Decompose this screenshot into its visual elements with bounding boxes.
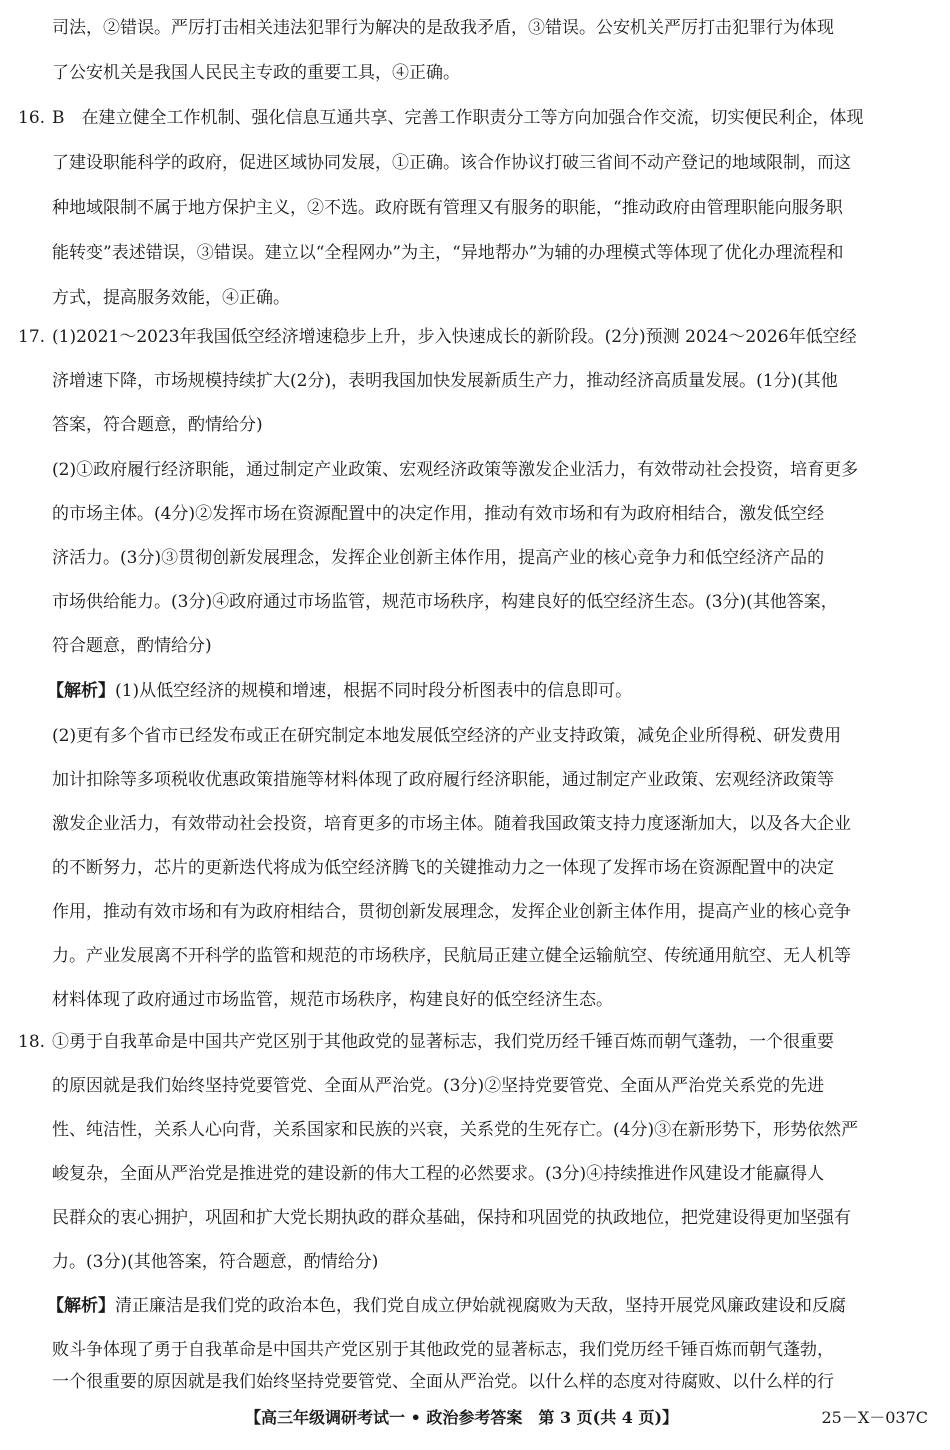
paragraph-line: (1)2021～2023年我国低空经济增速稳步上升，步入快速成长的新阶段。(2分)预测 2024～2026年低空经 [52, 327, 857, 347]
paragraph-line: 济增速下降，市场规模持续扩大(2分)，表明我国加快发展新质生产力，推动经济高质量发展。(1分)(其他 [52, 371, 838, 391]
paragraph-line: 峻复杂，全面从严治党是推进党的建设新的伟大工程的必然要求。(3分)④持续推进作风建设才能赢得人 [52, 1164, 825, 1184]
paragraph-line: 败斗争体现了勇于自我革命是中国共产党区别于其他政党的显著标志，我们党历经千锤百炼而朝气蓬勃， [52, 1340, 834, 1360]
paragraph-line: 力。(3分)(其他答案，符合题意，酌情给分) [52, 1252, 379, 1272]
analysis-line [47, 1294, 932, 1318]
paragraph-line: 加计扣除等多项税收优惠政策措施等材料体现了政府履行经济职能，通过制定产业政策、宏观经济政策等 [52, 770, 834, 790]
analysis-tag: 【解析】 [47, 681, 115, 701]
question-number: 18. [18, 1032, 46, 1052]
paragraph-line: 能转变”表述错误，③错误。建立以“全程网办”为主，“异地帮办”为辅的办理模式等体现了优化办理流程和 [52, 243, 844, 263]
analysis-line [47, 679, 932, 703]
question-number: 16. [18, 108, 46, 128]
paragraph-line: 方式，提高服务效能，④正确。 [52, 288, 290, 308]
paragraph-line: 司法，②错误。严厉打击相关违法犯罪行为解决的是敌我矛盾，③错误。公安机关严厉打击犯罪行为体现 [52, 18, 834, 38]
paragraph-line: 的不断努力，芯片的更新迭代将成为低空经济腾飞的关键推动力之一体现了发挥市场在资源配置中的决定 [52, 858, 834, 878]
paragraph-line: 了公安机关是我国人民民主专政的重要工具，④正确。 [52, 63, 460, 83]
paragraph-line: 材料体现了政府通过市场监管，规范市场秩序，构建良好的低空经济生态。 [52, 990, 613, 1010]
document-code: 25－X－037C [821, 1408, 928, 1427]
paragraph-line: 激发企业活力，有效带动社会投资，培育更多的市场主体。随着我国政策支持力度逐渐加大，以及各大企业 [52, 814, 851, 834]
footer-title: 【高三年级调研考试一 • 政治参考答案 第 3 页(共 4 页)】 [245, 1408, 679, 1427]
paragraph-line: (2)更有多个省市已经发布或正在研究制定本地发展低空经济的产业支持政策，减免企业所得税、研发费用 [52, 726, 842, 746]
paragraph-line: B 在建立健全工作机制、强化信息互通共享、完善工作职责分工等方向加强合作交流，切实便民利企，体现 [52, 108, 864, 128]
paragraph-line: 济活力。(3分)③贯彻创新发展理念，发挥企业创新主体作用，提高产业的核心竞争力和低空经济产品的 [52, 548, 825, 568]
paragraph-line: 市场供给能力。(3分)④政府通过市场监管，规范市场秩序，构建良好的低空经济生态。(3分)(其他答案， [52, 592, 838, 612]
paragraph-line: 符合题意，酌情给分) [52, 636, 212, 656]
question-number: 17. [18, 327, 46, 347]
paragraph-line: 的市场主体。(4分)②发挥市场在资源配置中的决定作用，推动有效市场和有为政府相结合，激发低空经 [52, 504, 825, 524]
paragraph-line: 力。产业发展离不开科学的监管和规范的市场秩序，民航局正建立健全运输航空、传统通用航空、无人机等 [52, 946, 851, 966]
paragraph-line: ①勇于自我革命是中国共产党区别于其他政党的显著标志，我们党历经千锤百炼而朝气蓬勃，一个很重要 [52, 1032, 834, 1052]
page-footer [0, 1405, 950, 1431]
paragraph-line: 的原因就是我们始终坚持党要管党、全面从严治党。(3分)②坚持党要管党、全面从严治党关系党的先进 [52, 1076, 825, 1096]
analysis-text: (1)从低空经济的规模和增速，根据不同时段分析图表中的信息即可。 [115, 681, 633, 701]
paragraph-line: 民群众的衷心拥护，巩固和扩大党长期执政的群众基础，保持和巩固党的执政地位，把党建设得更加坚强有 [52, 1208, 851, 1228]
paragraph-line: 答案，符合题意，酌情给分) [52, 415, 263, 435]
paragraph-line: 种地域限制不属于地方保护主义，②不选。政府既有管理又有服务的职能，“推动政府由管理职能向服务职 [52, 198, 843, 218]
paragraph-line: 性、纯洁性，关系人心向背，关系国家和民族的兴衰，关系党的生死存亡。(4分)③在新形势下，形势依然严 [52, 1120, 859, 1140]
paragraph-line: 一个很重要的原因就是我们始终坚持党要管党、全面从严治党。以什么样的态度对待腐败、以什么样的行 [52, 1372, 834, 1392]
analysis-text: 清正廉洁是我们党的政治本色，我们党自成立伊始就视腐败为天敌，坚持开展党风廉政建设和反腐 [115, 1296, 846, 1316]
paragraph-line: 作用，推动有效市场和有为政府相结合，贯彻创新发展理念，发挥企业创新主体作用，提高产业的核心竞争 [52, 902, 851, 922]
analysis-tag: 【解析】 [47, 1296, 115, 1316]
paragraph-line: 了建设职能科学的政府，促进区域协同发展，①正确。该合作协议打破三省间不动产登记的地域限制，而这 [52, 153, 851, 173]
paragraph-line: (2)①政府履行经济职能，通过制定产业政策、宏观经济政策等激发企业活力，有效带动社会投资，培育更多 [52, 460, 859, 480]
